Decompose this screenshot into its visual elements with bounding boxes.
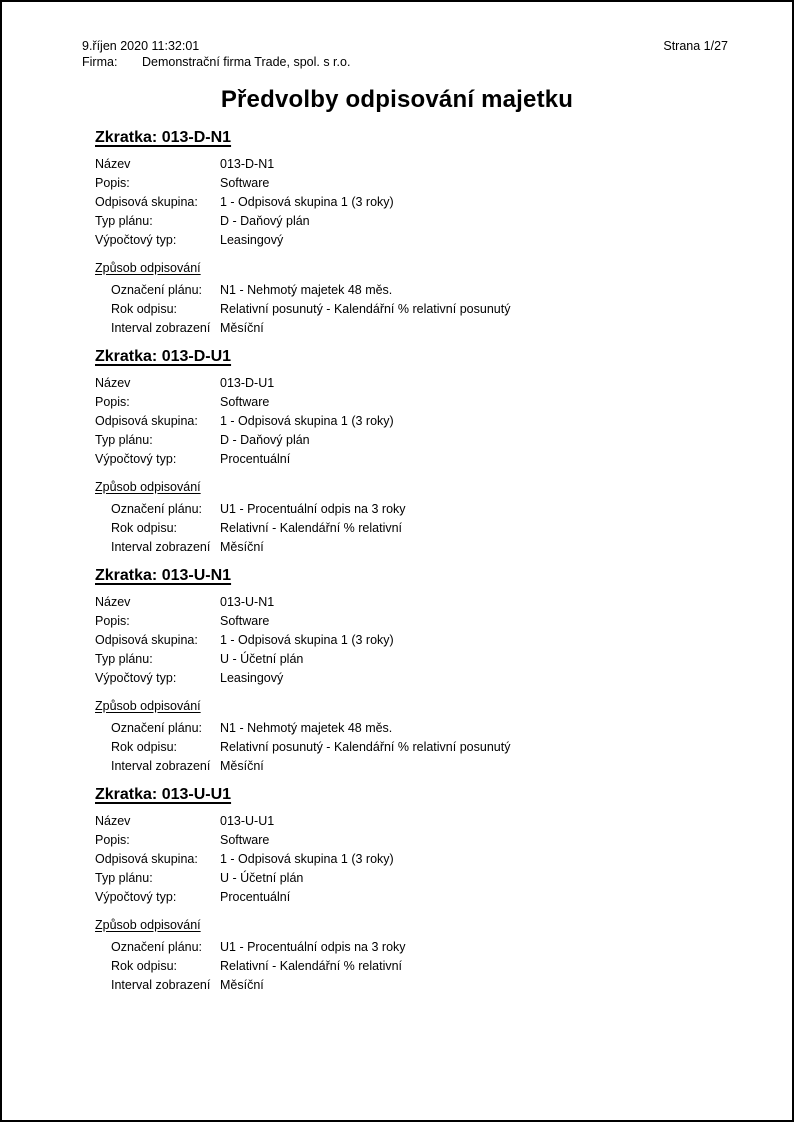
field-label: Odpisová skupina: <box>95 195 198 209</box>
subsection-fields <box>95 938 752 995</box>
field-row <box>95 612 752 631</box>
depreciation-preset-section <box>95 785 752 995</box>
subsection-field-value: U1 - Procentuální odpis na 3 roky <box>220 502 406 516</box>
field-value: 013-D-U1 <box>220 376 275 390</box>
field-value: Procentuální <box>220 890 291 904</box>
subsection-field-row <box>95 757 752 776</box>
section-fields <box>95 374 752 469</box>
field-label: Výpočtový typ: <box>95 452 177 466</box>
field-row <box>95 193 752 212</box>
section-heading: Zkratka: 013-U-N1 <box>95 567 232 584</box>
subsection-field-label: Interval zobrazení <box>111 321 211 335</box>
subsection-field-row <box>95 319 752 338</box>
subsection-field-row <box>95 957 752 976</box>
report-datetime: 9.říjen 2020 11:32:01 <box>82 39 200 53</box>
field-label: Odpisová skupina: <box>95 633 198 647</box>
field-row <box>95 669 752 688</box>
subsection-field-value: Relativní - Kalendářní % relativní <box>220 521 403 535</box>
subsection-heading: Způsob odpisování <box>95 918 201 932</box>
subsection-field-value: U1 - Procentuální odpis na 3 roky <box>220 940 406 954</box>
field-value: Procentuální <box>220 452 291 466</box>
field-row <box>95 650 752 669</box>
subsection-field-row <box>95 538 752 557</box>
field-row <box>95 212 752 231</box>
subsection-field-value: Relativní posunutý - Kalendářní % relativní posunutý <box>220 740 511 754</box>
field-label: Typ plánu: <box>95 871 153 885</box>
field-value: 1 - Odpisová skupina 1 (3 roky) <box>220 852 394 866</box>
subsection-field-label: Interval zobrazení <box>111 540 211 554</box>
field-row <box>95 812 752 831</box>
field-value: Software <box>220 395 270 409</box>
section-heading: Zkratka: 013-D-N1 <box>95 129 232 146</box>
field-label: Popis: <box>95 176 130 190</box>
subsection-fields <box>95 500 752 557</box>
subsection-field-label: Rok odpisu: <box>111 302 178 316</box>
field-value: 013-U-N1 <box>220 595 275 609</box>
field-value: Leasingový <box>220 671 284 685</box>
section-fields <box>95 593 752 688</box>
field-value: 1 - Odpisová skupina 1 (3 roky) <box>220 195 394 209</box>
subsection-heading: Způsob odpisování <box>95 480 201 494</box>
field-label: Název <box>95 595 131 609</box>
subsection-field-row <box>95 300 752 319</box>
depreciation-method-subsection <box>95 259 752 338</box>
field-value: Leasingový <box>220 233 284 247</box>
subsection-field-label: Rok odpisu: <box>111 959 178 973</box>
field-row <box>95 450 752 469</box>
subsection-field-row <box>95 281 752 300</box>
subsection-field-row <box>95 976 752 995</box>
field-row <box>95 155 752 174</box>
subsection-heading: Způsob odpisování <box>95 261 201 275</box>
field-label: Typ plánu: <box>95 433 153 447</box>
field-label: Název <box>95 814 131 828</box>
field-row <box>95 850 752 869</box>
field-row <box>95 831 752 850</box>
depreciation-method-subsection <box>95 916 752 995</box>
report-header <box>82 38 738 70</box>
subsection-field-label: Označení plánu: <box>111 502 203 516</box>
subsection-field-value: Měsíční <box>220 978 264 992</box>
field-label: Výpočtový typ: <box>95 671 177 685</box>
depreciation-method-subsection <box>95 697 752 776</box>
field-row <box>95 888 752 907</box>
report-title: Předvolby odpisování majetku <box>220 86 574 113</box>
subsection-field-row <box>95 938 752 957</box>
field-label: Typ plánu: <box>95 214 153 228</box>
subsection-field-label: Označení plánu: <box>111 721 203 735</box>
subsection-field-value: Relativní posunutý - Kalendářní % relativní posunutý <box>220 302 511 316</box>
header-line-1 <box>82 38 738 54</box>
subsection-field-value: N1 - Nehmotý majetek 48 měs. <box>220 283 393 297</box>
field-value: Software <box>220 833 270 847</box>
field-value: Software <box>220 614 270 628</box>
subsection-field-label: Rok odpisu: <box>111 521 178 535</box>
subsection-field-value: Relativní - Kalendářní % relativní <box>220 959 403 973</box>
field-value: 1 - Odpisová skupina 1 (3 roky) <box>220 633 394 647</box>
field-value: U - Účetní plán <box>220 652 304 666</box>
depreciation-preset-section <box>95 347 752 557</box>
field-label: Odpisová skupina: <box>95 852 198 866</box>
field-label: Název <box>95 376 131 390</box>
subsection-field-row <box>95 519 752 538</box>
field-row <box>95 231 752 250</box>
field-label: Popis: <box>95 395 130 409</box>
subsection-field-label: Interval zobrazení <box>111 978 211 992</box>
section-heading: Zkratka: 013-D-U1 <box>95 348 232 365</box>
field-label: Odpisová skupina: <box>95 414 198 428</box>
field-label: Popis: <box>95 614 130 628</box>
subsection-field-label: Interval zobrazení <box>111 759 211 773</box>
subsection-field-label: Rok odpisu: <box>111 740 178 754</box>
sections-container <box>95 128 752 1004</box>
subsection-fields <box>95 719 752 776</box>
section-fields <box>95 155 752 250</box>
depreciation-preset-section <box>95 128 752 338</box>
subsection-field-value: Měsíční <box>220 321 264 335</box>
field-label: Název <box>95 157 131 171</box>
subsection-field-value: N1 - Nehmotý majetek 48 měs. <box>220 721 393 735</box>
subsection-field-value: Měsíční <box>220 759 264 773</box>
field-row <box>95 869 752 888</box>
field-value: 013-U-U1 <box>220 814 275 828</box>
field-value: Software <box>220 176 270 190</box>
section-heading: Zkratka: 013-U-U1 <box>95 786 232 803</box>
subsection-field-row <box>95 500 752 519</box>
subsection-field-row <box>95 738 752 757</box>
page-number: Strana 1/27 <box>663 39 728 53</box>
field-value: D - Daňový plán <box>220 214 310 228</box>
depreciation-preset-section <box>95 566 752 776</box>
field-row <box>95 393 752 412</box>
field-label: Typ plánu: <box>95 652 153 666</box>
subsection-field-value: Měsíční <box>220 540 264 554</box>
company-name: Demonstrační firma Trade, spol. s r.o. <box>142 55 351 69</box>
subsection-fields <box>95 281 752 338</box>
field-value: U - Účetní plán <box>220 871 304 885</box>
field-value: D - Daňový plán <box>220 433 310 447</box>
company-label: Firma: <box>82 55 118 69</box>
subsection-heading: Způsob odpisování <box>95 699 201 713</box>
field-label: Popis: <box>95 833 130 847</box>
header-line-2 <box>82 54 738 70</box>
field-row <box>95 631 752 650</box>
field-row <box>95 431 752 450</box>
field-value: 1 - Odpisová skupina 1 (3 roky) <box>220 414 394 428</box>
depreciation-method-subsection <box>95 478 752 557</box>
field-label: Výpočtový typ: <box>95 233 177 247</box>
field-row <box>95 374 752 393</box>
subsection-field-row <box>95 719 752 738</box>
field-value: 013-D-N1 <box>220 157 275 171</box>
field-row <box>95 412 752 431</box>
field-row <box>95 593 752 612</box>
field-label: Výpočtový typ: <box>95 890 177 904</box>
section-fields <box>95 812 752 907</box>
subsection-field-label: Označení plánu: <box>111 940 203 954</box>
subsection-field-label: Označení plánu: <box>111 283 203 297</box>
field-row <box>95 174 752 193</box>
